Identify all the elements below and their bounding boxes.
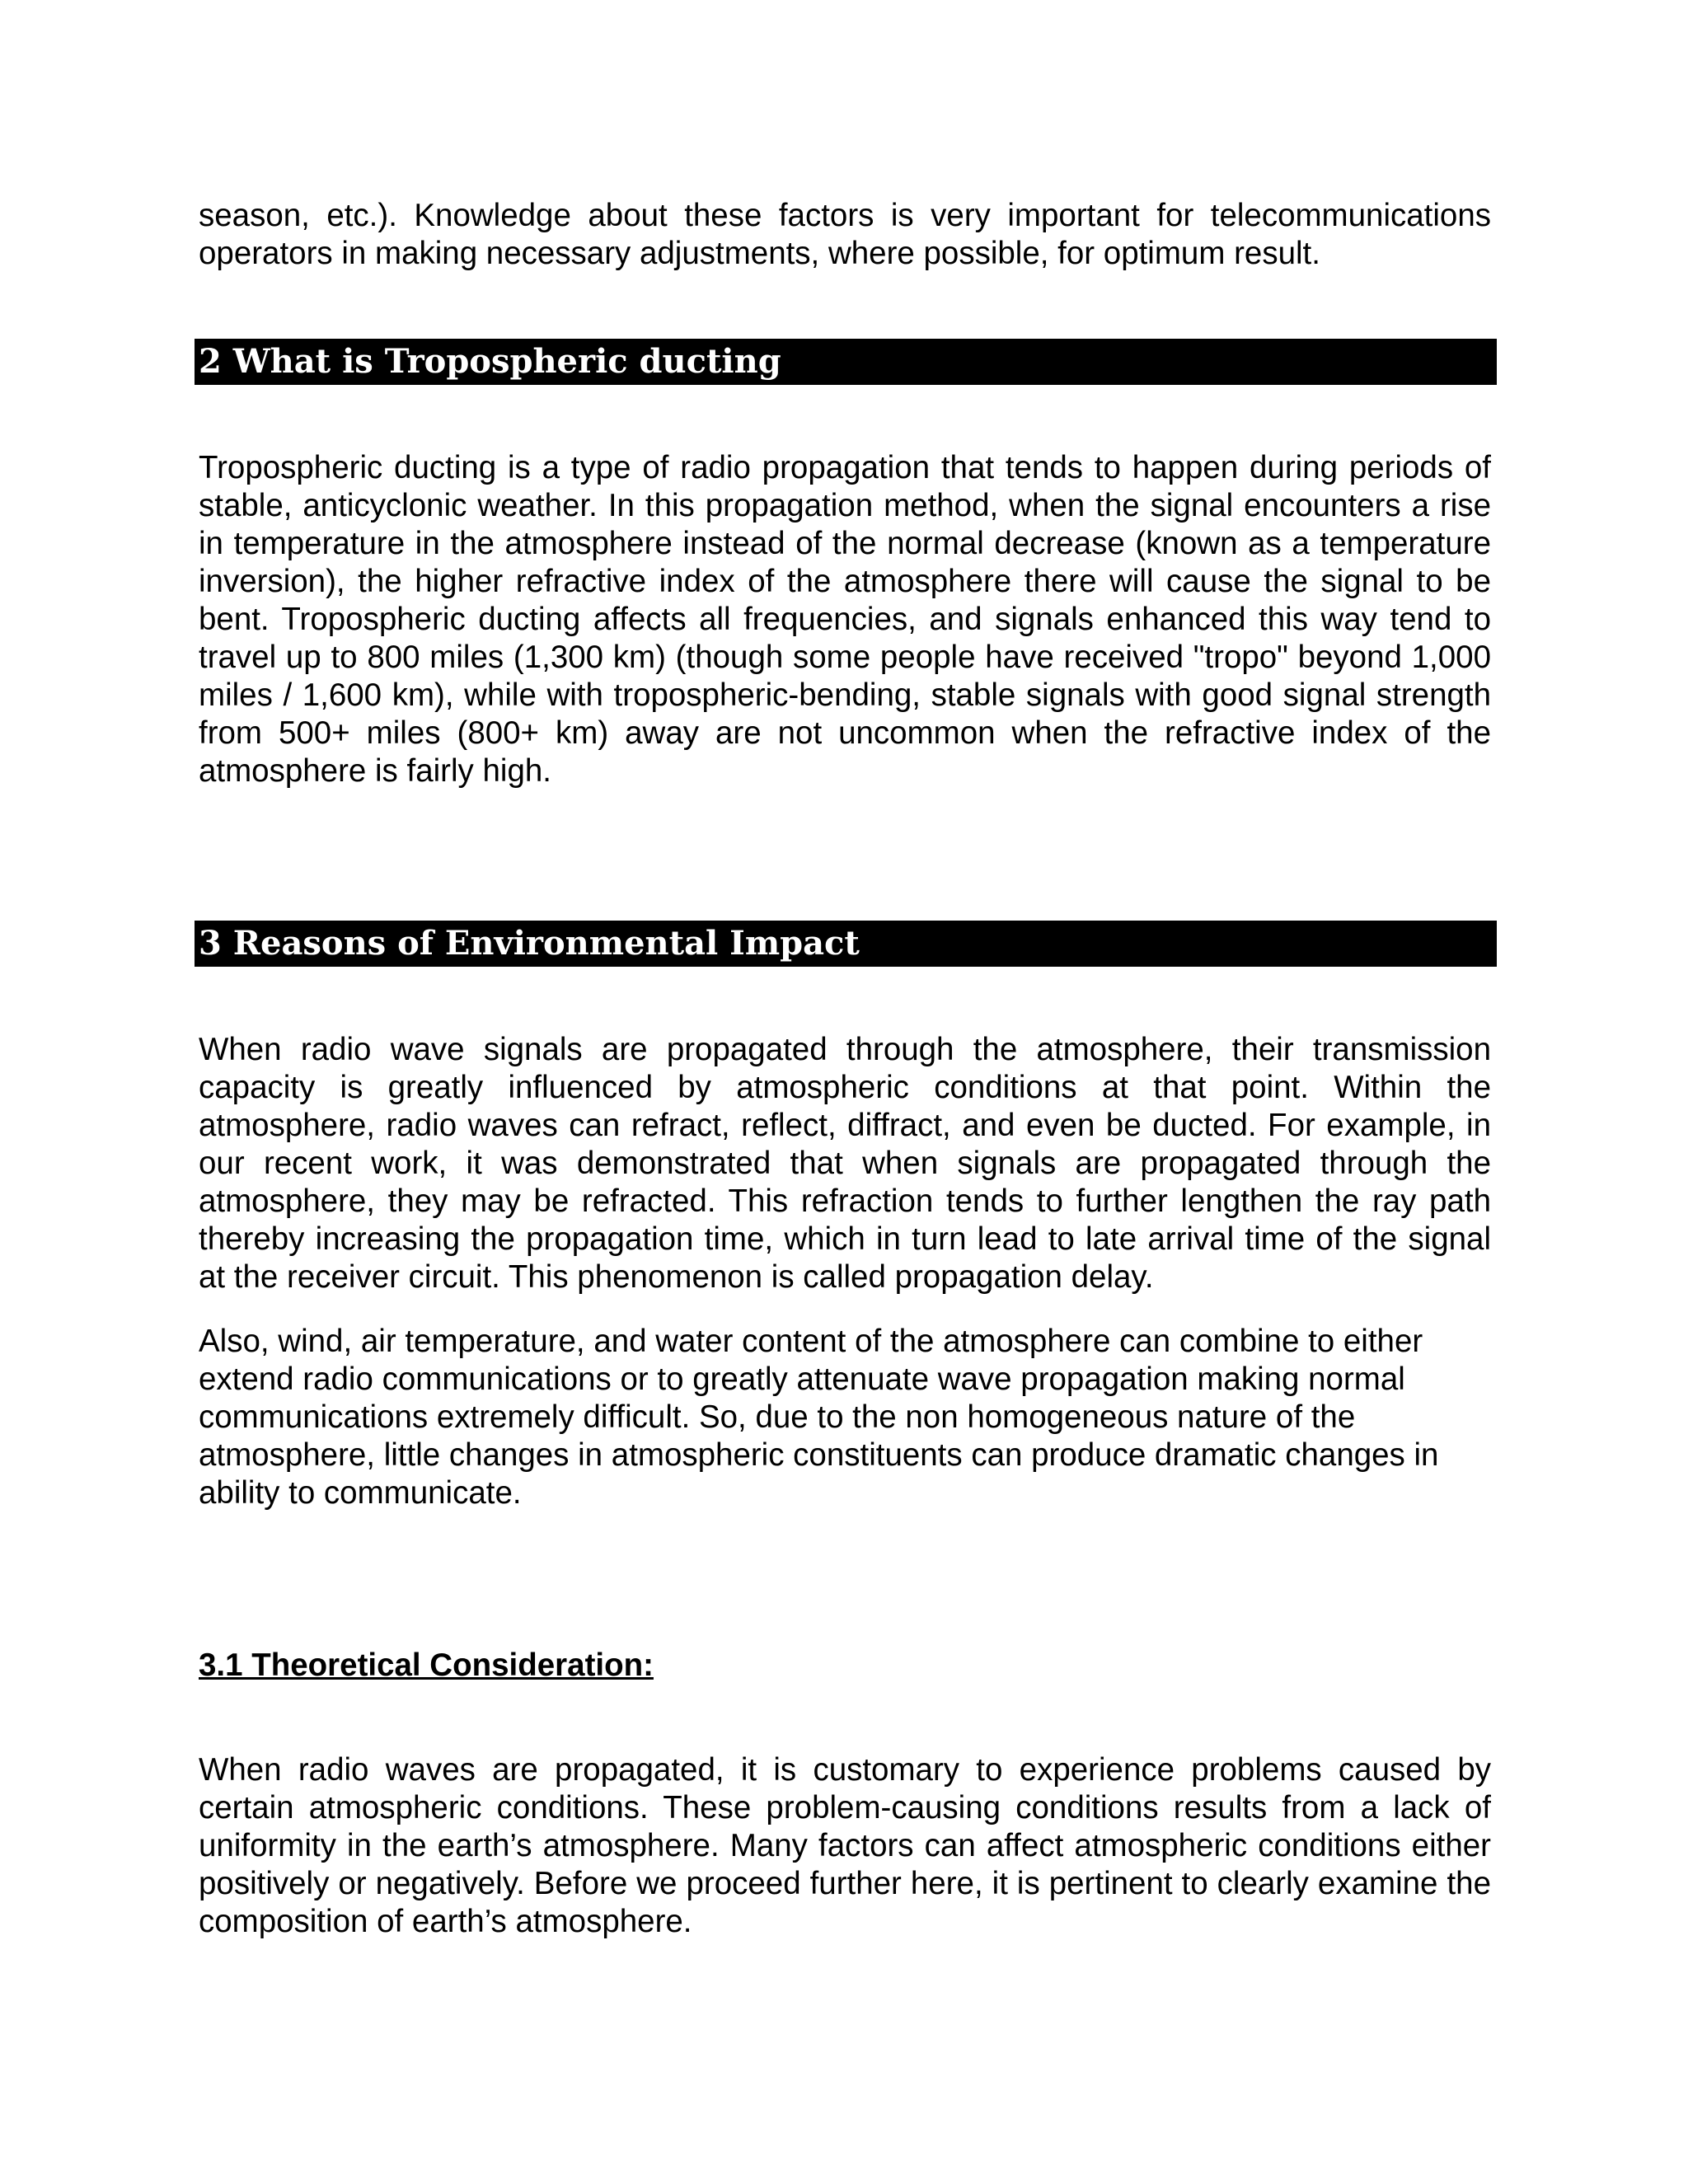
tropospheric-ducting-paragraph: Tropospheric ducting is a type of radio propagation that tends to happen during periods of stable, anticyclonic weather. In this propagation method, when the signal encounters a rise in temperature in the atmosphere instead of the normal decrease (known as a temperature inversion), the higher refractive index of the atmosphere there will cause the signal to be bent. Tropospheric ducting affects all frequencies, and signals enhanced this way tend to travel up to 800 miles (1,300 km) (though some people have received "tropo" beyond 1,000 miles / 1,600 km), while with tropospheric-bending, stable signals with good signal strength from 500+ miles (800+ km) away are not uncommon when the refractive index of the atmosphere is fairly high. xyxy=(199,450,1491,789)
environmental-impact-paragraph-1: When radio wave signals are propagated through the atmosphere, their transmission capacity is greatly influenced by atmospheric conditions at that point. Within the atmosphere, radio waves can refract, reflect, diffract, and even be ducted. For example, in our recent work, it was demonstrated that when signals are propagated through the atmosphere, they may be refracted. This refraction tends to further lengthen the ray path thereby increasing the propagation time, which in turn lead to late arrival time of the signal at the receiver circuit. This phenomenon is called propagation delay. xyxy=(199,1032,1491,1295)
environmental-impact-paragraph-2: Also, wind, air temperature, and water content of the atmosphere can combine to either extend radio communications or to greatly attenuate wave propagation making normal communications extremely difficult. So, due to the non homogeneous nature of the atmosphere, little changes in atmospheric constituents can produce dramatic changes in ability to communicate. xyxy=(199,1324,1439,1511)
intro-paragraph: season, etc.). Knowledge about these factors is very important for telecommunications operators in making necessary adjustments, where possible, for optimum result. xyxy=(199,198,1491,271)
subsection-heading-theoretical-consideration: 3.1 Theoretical Consideration: xyxy=(199,1647,654,1683)
theoretical-consideration-paragraph: When radio waves are propagated, it is customary to experience problems caused by certain atmospheric conditions. These problem-causing conditions results from a lack of uniformity in the earth’s atmosphere. Many factors can affect atmospheric conditions either positively or negatively. Before we proceed further here, it is pertinent to clearly examine the composition of earth’s atmosphere. xyxy=(199,1752,1491,1939)
section-heading-tropospheric-ducting: 2 What is Tropospheric ducting xyxy=(195,339,1497,385)
section-heading-environmental-impact: 3 Reasons of Environmental Impact xyxy=(195,921,1497,967)
